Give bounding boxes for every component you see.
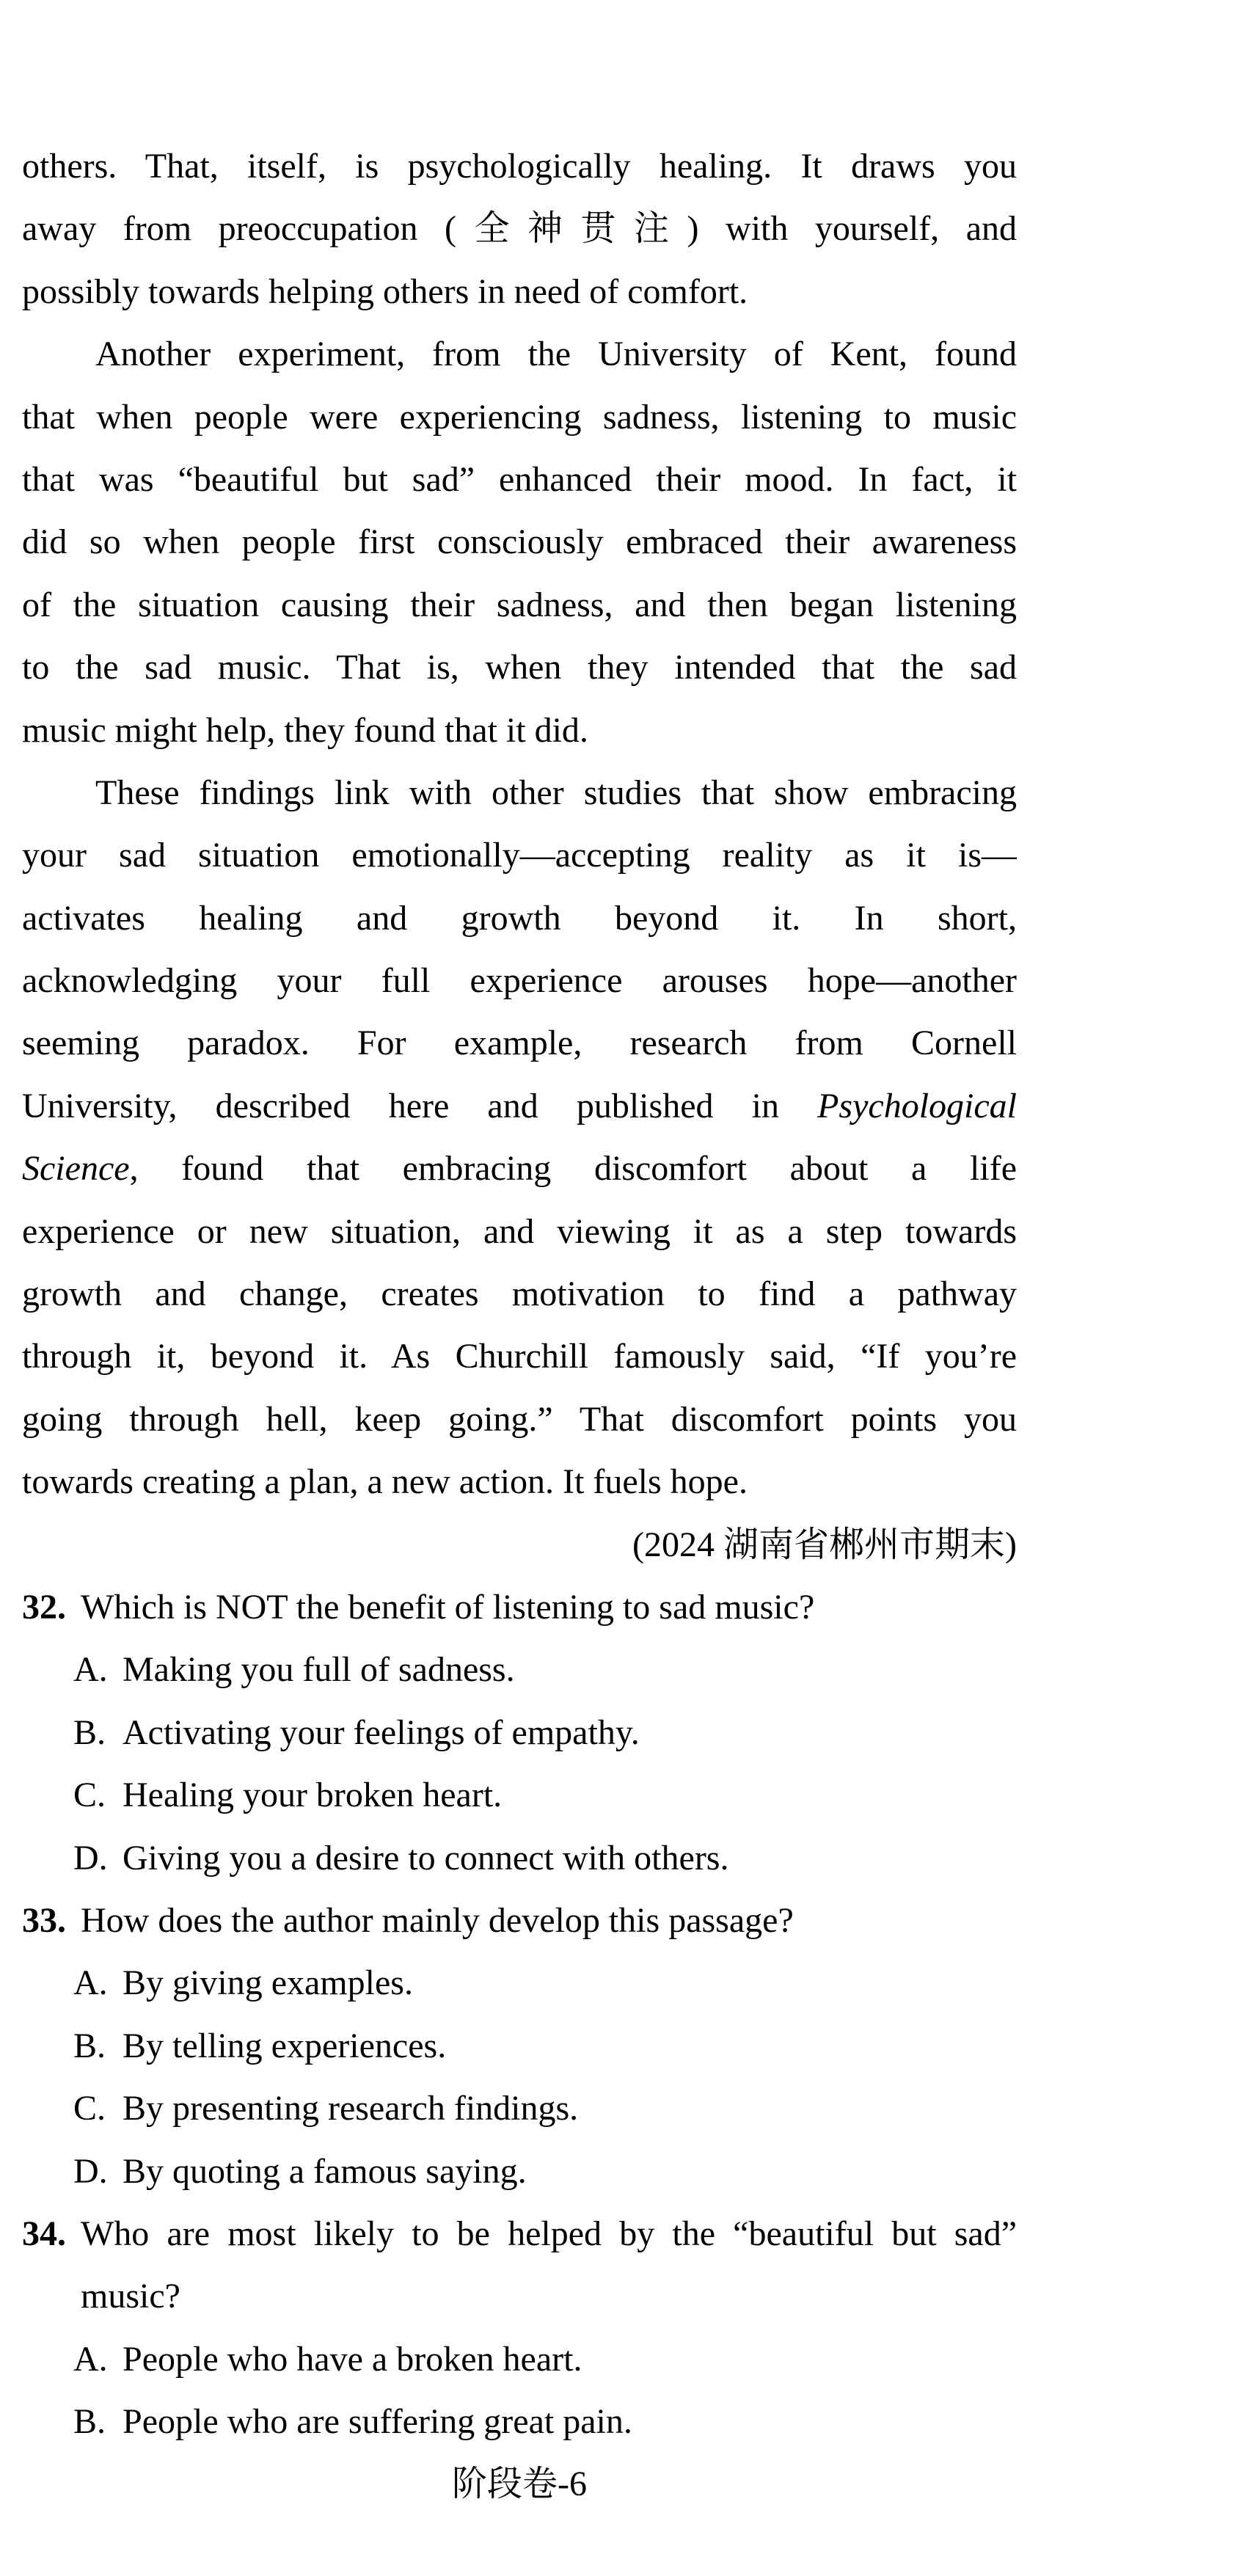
passage-line: through it, beyond it. As Churchill famously said, “If you’re [22,1337,1017,1376]
passage-line: did so when people first consciously embraced their awareness [22,522,1017,562]
option-text: By presenting research findings. [123,2089,579,2128]
passage-line: towards creating a plan, a new action. It fuels hope. [22,1462,748,1502]
option-text: People who are suffering great pain. [123,2402,632,2442]
option-row-32b [22,1701,1017,1764]
option-letter: C. [73,2089,106,2128]
passage-line: going through hell, keep going.” That discomfort points you [22,1399,1017,1439]
option-letter: A. [73,1963,108,2003]
passage-line: your sad situation emotionally—accepting reality as it is— [22,836,1017,875]
journal-name: Psychological [817,1086,1017,1125]
passage-line: acknowledging your full experience arouses hope—another [22,961,1017,1001]
passage-line: experience or new situation, and viewing it as a step towards [22,1211,1017,1251]
option-row-32c [22,1764,1017,1826]
option-letter: A. [73,1650,108,1690]
passage-line: possibly towards helping others in need of comfort. [22,271,748,311]
option-text: Making you full of sadness. [123,1650,515,1690]
option-letter: D. [73,2151,108,2191]
option-text: Healing your broken heart. [123,1776,503,1815]
passage-line: to the sad music. That is, when they intended that the sad [22,648,1017,687]
passage-line [22,1137,1017,1200]
question-text: How does the author mainly develop this passage? [81,1900,794,1940]
option-text: By telling experiences. [123,2026,447,2065]
passage-text: , found that embracing discomfort about a life [129,1149,1017,1189]
journal-name: Science [22,1149,130,1189]
option-text: By giving examples. [123,1963,413,2003]
passage-line: growth and change, creates motivation to find a pathway [22,1274,1017,1314]
passage-text: University, described here and published in [22,1086,818,1125]
option-row-33c [22,2077,1017,2139]
option-text: Activating your feelings of empathy. [123,1712,640,1752]
question-number: 32. [22,1587,66,1627]
passage-line: seeming paradox. For example, research from Cornell [22,1024,1017,1063]
question-number: 34. [22,2214,66,2253]
page-footer: 阶段卷-6 [452,2464,587,2504]
question-34-continued: music? [81,2277,180,2316]
passage-line: activates healing and growth beyond it. In short, [22,898,1017,938]
passage-line: music might help, they found that it did. [22,710,588,750]
option-row-32a [22,1638,1017,1701]
question-32 [22,1576,1017,1638]
question-text: Which is NOT the benefit of listening to sad music? [81,1587,815,1627]
question-34 [22,2203,1017,2265]
option-text: By quoting a famous saying. [123,2151,527,2191]
option-row-34b [22,2390,1017,2453]
passage-line: that when people were experiencing sadness, listening to music [22,397,1017,437]
option-text: People who have a broken heart. [123,2339,582,2379]
question-text: Who are most likely to be helped by the “beautiful but sad” [81,2214,1017,2253]
passage-line [22,1075,1017,1137]
option-row-33d [22,2140,1017,2203]
passage-line: These findings link with other studies that show embracing [95,773,1017,812]
passage-line: that was “beautiful but sad” enhanced their mood. In fact, it [22,459,1017,499]
question-33 [22,1889,1017,1952]
option-letter: D. [73,1838,108,1878]
option-row-32d [22,1827,1017,1889]
passage-line: Another experiment, from the University of Kent, found [95,335,1017,374]
option-letter: B. [73,2402,106,2442]
option-row-33b [22,2015,1017,2077]
passage-source: (2024 湖南省郴州市期末) [632,1525,1017,1564]
option-row-33a [22,1952,1017,2014]
option-row-34a [22,2328,1017,2390]
passage-line: away from preoccupation (全神贯注) with yourself, and [22,209,1017,249]
option-text: Giving you a desire to connect with others. [123,1838,729,1878]
option-letter: B. [73,1712,106,1752]
option-letter: B. [73,2026,106,2065]
passage-line: others. That, itself, is psychologically healing. It draws you [22,147,1017,186]
question-number: 33. [22,1900,66,1940]
option-letter: C. [73,1776,106,1815]
passage-line: of the situation causing their sadness, and then began listening [22,585,1017,624]
option-letter: A. [73,2339,108,2379]
